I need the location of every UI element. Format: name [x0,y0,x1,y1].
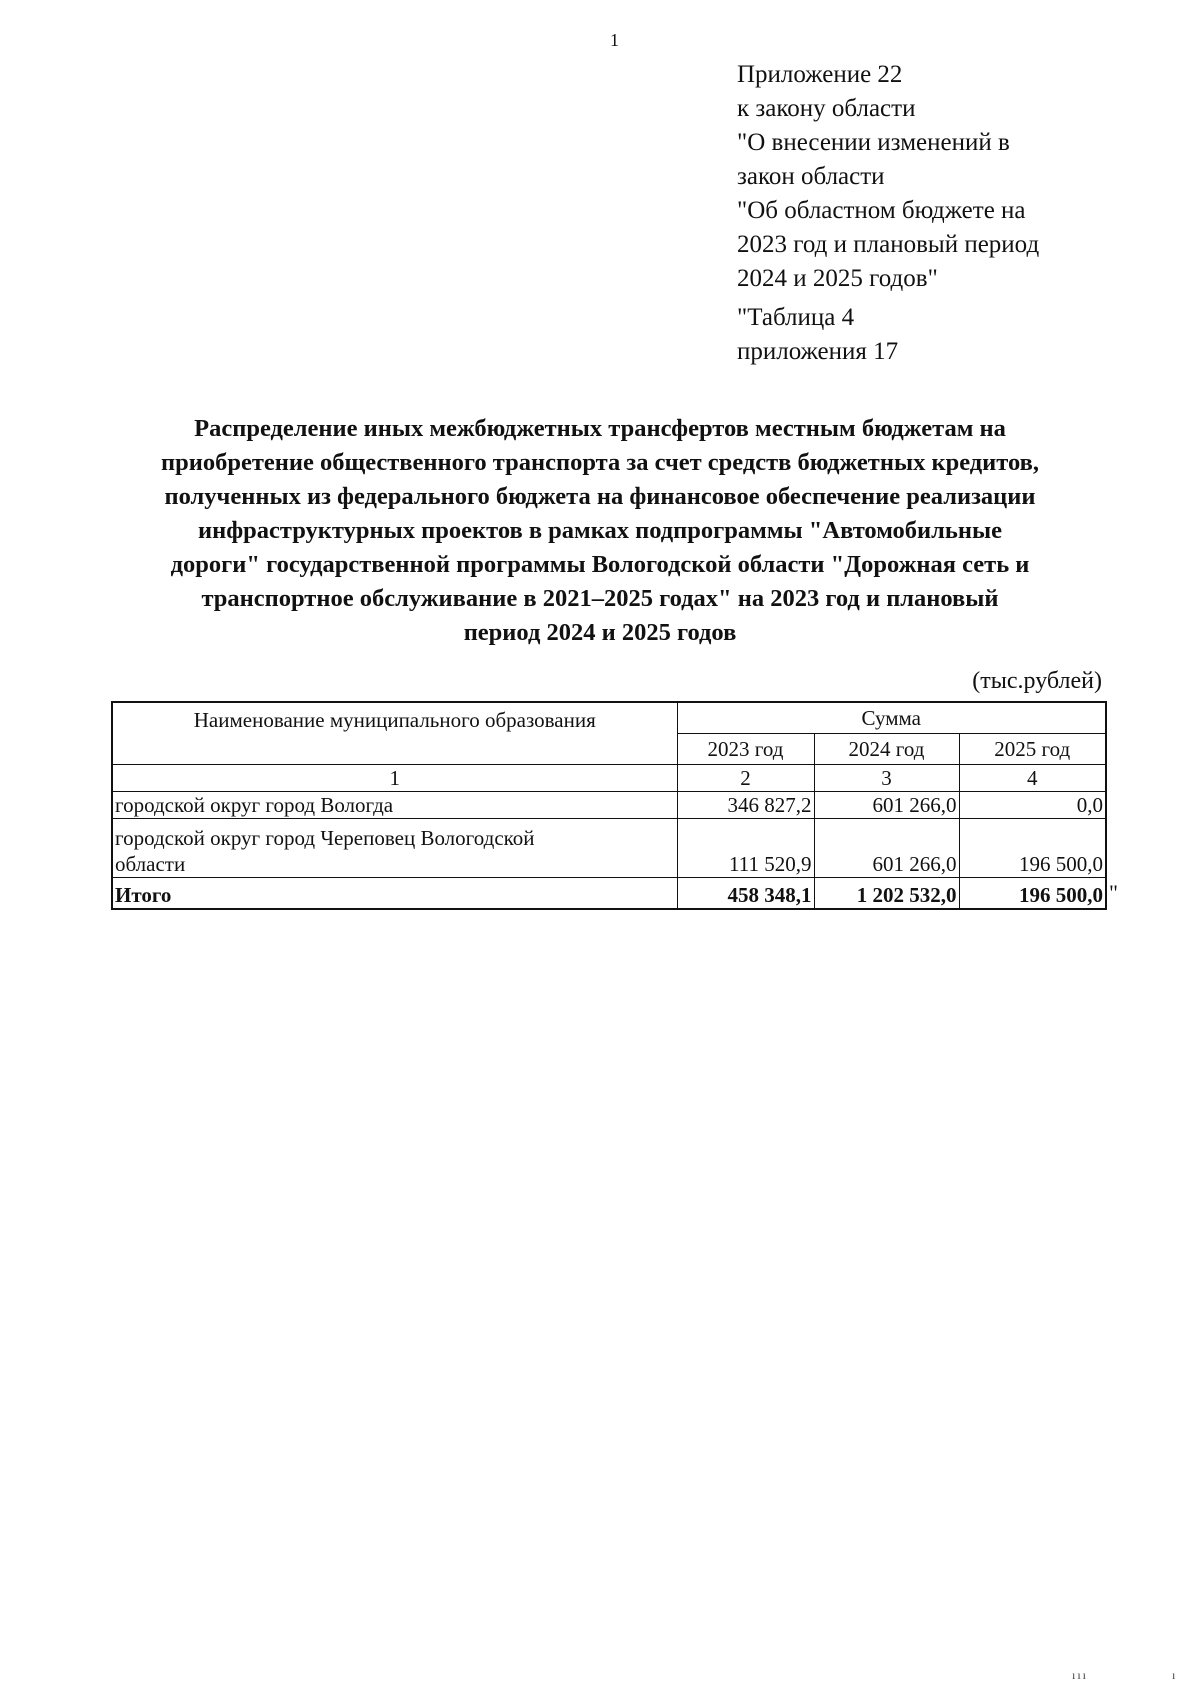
column-number: 4 [959,765,1106,792]
header-municipality: Наименование муниципального образования [112,702,677,765]
appendix-line: Приложение 22 [737,61,903,88]
header-year-2025: 2025 год [959,734,1106,765]
document-title [90,412,1110,650]
title-line: полученных из федерального бюджета на финансовое обеспечение реализации [164,483,1036,510]
scan-margin-marks: ııı [1072,1668,1089,1682]
column-number: 3 [814,765,959,792]
page-number: 1 [610,30,619,50]
title-line: инфраструктурных проектов в рамках подпрограммы "Автомобильные [197,517,1002,544]
table-row [112,792,1106,819]
column-number: 1 [112,765,677,792]
appendix-line: к закону области [737,95,916,122]
total-2023: 458 348,1 [677,878,814,910]
table-ref-line: приложения 17 [737,338,899,365]
value-2025: 0,0 [959,792,1106,819]
total-2024: 1 202 532,0 [814,878,959,910]
header-year-2024: 2024 год [814,734,959,765]
total-row [112,878,1106,910]
value-2024: 601 266,0 [814,819,959,878]
value-2025: 196 500,0 [959,819,1106,878]
value-2024: 601 266,0 [814,792,959,819]
table-row [112,819,1106,878]
header-sum: Сумма [677,702,1106,734]
transfers-table [111,701,1107,910]
closing-quote: " [1109,880,1118,905]
header-year-2023: 2023 год [677,734,814,765]
appendix-line: закон области [737,163,885,190]
column-number: 2 [677,765,814,792]
column-numbers-row [112,765,1106,792]
appendix-reference [737,58,1039,369]
table-ref-line: "Таблица 4 [737,304,855,331]
municipality-name-line: области [115,852,186,876]
total-2025: 196 500,0 [959,878,1106,910]
header-row [112,702,1106,734]
appendix-line: 2023 год и плановый период [737,231,1040,258]
appendix-line: "О внесении изменений в [737,129,1010,156]
total-label: Итого [112,878,677,910]
title-line: приобретение общественного транспорта за счет средств бюджетных кредитов, [161,449,1039,476]
title-line: транспортное обслуживание в 2021–2025 годах" на 2023 год и плановый [201,585,999,612]
appendix-line: 2024 и 2025 годов" [737,265,938,292]
municipality-name [112,819,677,878]
title-line: период 2024 и 2025 годов [463,619,737,646]
value-2023: 346 827,2 [677,792,814,819]
municipality-name-line: городской округ город Череповец Вологодской [115,826,535,850]
municipality-name: городской округ город Вологда [112,792,677,819]
units-label: (тыс.рублей) [972,668,1102,694]
appendix-line: "Об областном бюджете на [737,197,1026,224]
title-line: дороги" государственной программы Вологодской области "Дорожная сеть и [170,551,1030,578]
scan-margin-mark: ı [1172,1668,1176,1682]
title-line: Распределение иных межбюджетных трансфертов местным бюджетам на [194,415,1006,442]
value-2023: 111 520,9 [677,819,814,878]
